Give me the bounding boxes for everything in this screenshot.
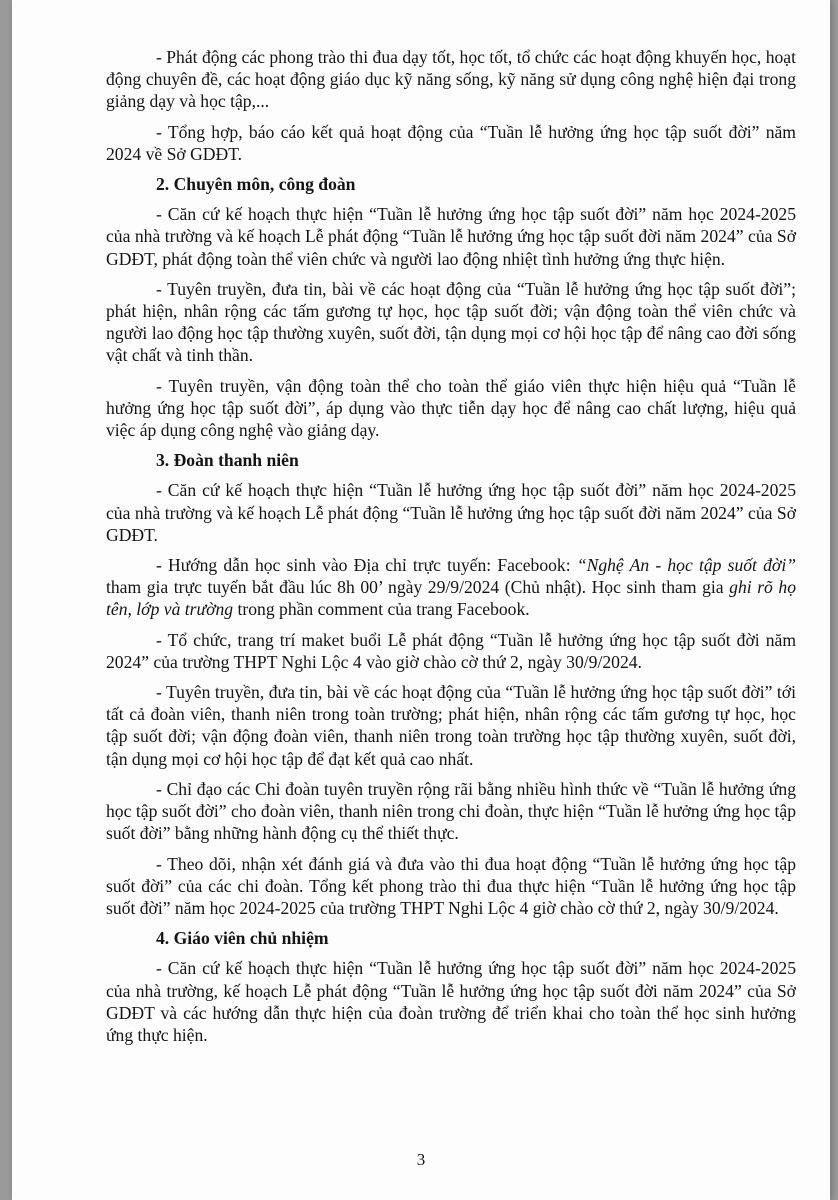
text-run: trong phần comment của trang Facebook. (233, 599, 530, 620)
paragraph: - Phát động các phong trào thi đua dạy tốt, học tốt, tổ chức các hoạt động khuyến học, hoạt động chuyên đề, các hoạt động giáo dục kỹ năng sống, kỹ năng sử dụng công nghệ hiện đại trong giảng dạy và học tập,... (106, 47, 796, 112)
paragraph: - Tổng hợp, báo cáo kết quả hoạt động của “Tuần lễ hưởng ứng học tập suốt đời” năm 2024 về Sở GDĐT. (106, 121, 796, 164)
page-number: 3 (416, 1150, 426, 1169)
section-heading-gvcn: 4. Giáo viên chủ nhiệm (156, 928, 329, 949)
text-run: - Hướng dẫn học sinh vào Địa chỉ trực tuyến: Facebook: (156, 555, 577, 576)
section-heading-doan-thanh-nien: 3. Đoàn thanh niên (156, 450, 299, 471)
paragraph: - Theo dõi, nhận xét đánh giá và đưa vào thi đua hoạt động “Tuần lễ hưởng ứng học tập suốt đời” của các chi đoàn. Tổng kết phong trào thi đua thực hiện “Tuần lễ hưởng ứng học tập suốt đời” năm học 2024-2025 của trường THPT Nghi Lộc 4 giờ chào cờ thứ 2, ngày 30/9/2024. (106, 853, 796, 918)
italic-run: “Nghệ An - học tập suốt đời” (576, 555, 796, 576)
paragraph: - Tuyên truyền, đưa tin, bài về các hoạt động của “Tuần lễ hưởng ứng học tập suốt đời”; phát hiện, nhân rộng các tấm gương tự học, học tập suốt đời; vận động toàn thể viên chức và người lao động học tập thường xuyên, suốt đời, tận dụng mọi cơ hội học tập để nâng cao đời sống vật chất và tinh thần. (106, 278, 796, 366)
paragraph: - Tổ chức, trang trí maket buổi Lễ phát động “Tuần lễ hưởng ứng học tập suốt đời năm 2024” của trường THPT Nghi Lộc 4 vào giờ chào cờ thứ 2, ngày 30/9/2024. (106, 629, 796, 672)
document-page (12, 0, 830, 1200)
document-body (106, 46, 796, 1054)
paragraph: - Căn cứ kế hoạch thực hiện “Tuần lễ hưởng ứng học tập suốt đời” năm học 2024-2025 của nhà trường, kế hoạch Lễ phát động “Tuần lễ hưởng ứng học tập suốt đời năm 2024” của Sở GDĐT và các hướng dẫn thực hiện của đoàn trường để triển khai cho toàn thể học sinh hưởng ứng thực hiện. (106, 958, 796, 1045)
paragraph: - Chỉ đạo các Chi đoàn tuyên truyền rộng rãi bằng nhiều hình thức về “Tuần lễ hưởng ứng học tập suốt đời” cho đoàn viên, thanh niên trong chi đoàn, thực hiện “Tuần lễ hưởng ứng học tập suốt đời” bằng những hành động cụ thể thiết thực. (106, 778, 796, 844)
paragraph: - Tuyên truyền, vận động toàn thể cho toàn thể giáo viên thực hiện hiệu quả “Tuần lễ hưởng ứng học tập suốt đời”, áp dụng vào thực tiễn dạy học để nâng cao chất lượng, hiệu quả việc áp dụng công nghệ vào giảng dạy. (106, 375, 796, 441)
paragraph: - Tuyên truyền, đưa tin, bài về các hoạt động của “Tuần lễ hưởng ứng học tập suốt đời” tới tất cả đoàn viên, thanh niên trong toàn trường; phát hiện, nhân rộng các tấm gương tự học, học tập suốt đời; vận động đoàn viên, thanh niên trong toàn trường học tập thường xuyên, suốt đời, tận dụng mọi cơ hội học tập để đạt kết quả cao nhất. (106, 682, 796, 769)
paragraph: - Căn cứ kế hoạch thực hiện “Tuần lễ hưởng ứng học tập suốt đời” năm học 2024-2025 của nhà trường và kế hoạch Lễ phát động “Tuần lễ hưởng ứng học tập suốt đời năm 2024” của Sở GDĐT. (106, 480, 796, 545)
section-heading-chuyen-mon: 2. Chuyên môn, công đoàn (156, 174, 356, 195)
italic-run: ghi rõ họ tên, lớp và trường (106, 577, 796, 620)
paragraph: - Căn cứ kế hoạch thực hiện “Tuần lễ hưởng ứng học tập suốt đời” năm học 2024-2025 của nhà trường và kế hoạch Lễ phát động “Tuần lễ hưởng ứng học tập suốt đời năm 2024” của Sở GDĐT, phát động toàn thể viên chức và người lao động nhiệt tình hưởng ứng thực hiện. (106, 204, 796, 269)
paragraph-mixed (106, 554, 796, 621)
text-run: tham gia trực tuyến bắt đầu lúc 8h 00’ ngày 29/9/2024 (Chủ nhật). Học sinh tham gia (106, 577, 730, 598)
